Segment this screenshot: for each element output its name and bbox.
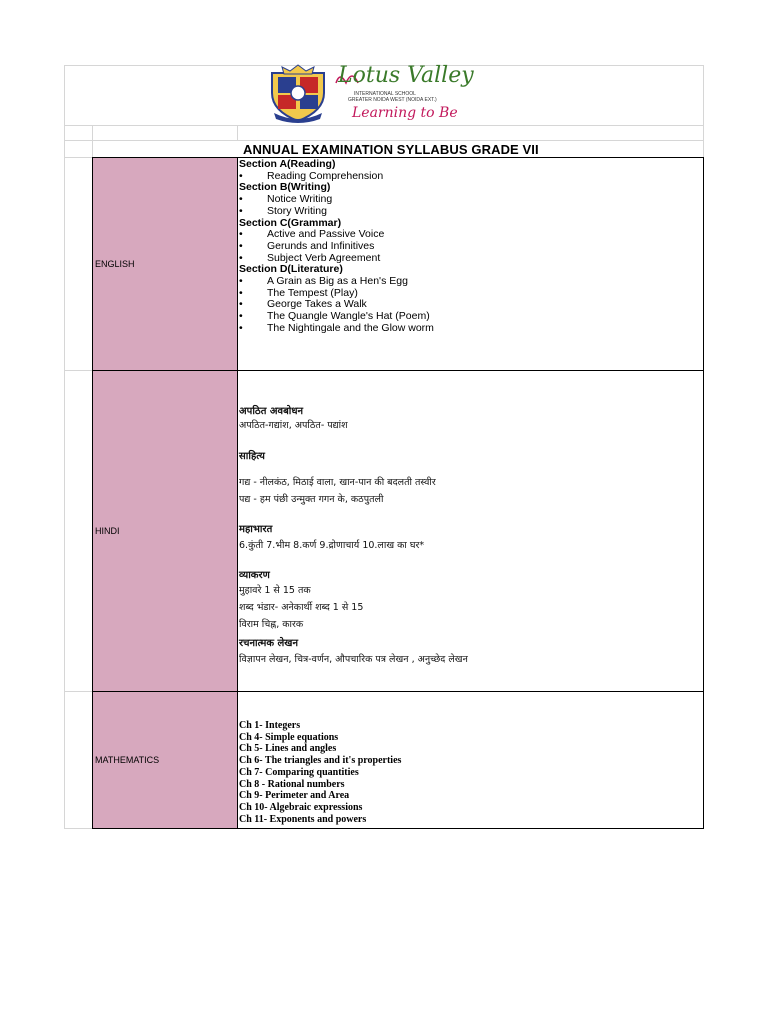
math-chapter-item: Ch 11- Exponents and powers xyxy=(239,813,367,825)
english-section-heading: Section D(Literature) xyxy=(239,263,343,276)
math-chapter-item: Ch 7- Comparing quantities xyxy=(239,766,359,778)
english-topic-item xyxy=(239,241,699,253)
math-chapter-item: Ch 1- Integers xyxy=(239,720,301,731)
english-topic-item xyxy=(239,206,699,218)
bullet: • xyxy=(239,228,243,241)
math-chapter-item: Ch 8 - Rational numbers xyxy=(239,778,345,790)
english-syllabus xyxy=(239,159,699,335)
hindi-heading-reading: अपठित अवबोधन xyxy=(239,406,304,417)
school-logo xyxy=(268,63,474,125)
hindi-line: शब्द भंडार- अनेकार्थी शब्द 1 से 15 xyxy=(239,602,364,613)
english-topic-item xyxy=(239,276,699,288)
hindi-line: गद्य - नीलकंठ, मिठाई वाला, खान-पान की बदलती तस्वीर xyxy=(239,477,436,488)
bullet: • xyxy=(239,298,243,311)
bullet: • xyxy=(239,169,243,182)
english-section-heading: Section A(Reading) xyxy=(239,158,336,170)
math-chapter-item: Ch 9- Perimeter and Area xyxy=(239,790,350,802)
english-topic-text: The Quangle Wangle's Hat (Poem) xyxy=(267,310,430,323)
school-name: Lotus Valley xyxy=(338,63,474,88)
english-topic-item xyxy=(239,323,699,335)
hindi-heading-mahabharat: महाभारत xyxy=(239,524,273,535)
hindi-line: पद्य - हम पंछी उन्मुक्त गगन के, कठपुतली xyxy=(239,494,384,505)
hindi-heading-writing: रचनात्मक लेखन xyxy=(239,638,299,649)
math-chapter-item: Ch 10- Algebraic expressions xyxy=(239,801,363,813)
english-topic-text: Subject Verb Agreement xyxy=(267,251,381,264)
subject-label-hindi: HINDI xyxy=(95,526,120,536)
english-section-heading: Section B(Writing) xyxy=(239,181,331,194)
math-chapter-item: Ch 4- Simple equations xyxy=(239,731,339,743)
page-title: ANNUAL EXAMINATION SYLLABUS GRADE VII xyxy=(243,142,539,157)
bullet: • xyxy=(239,193,243,206)
hindi-line: विराम चिह्न, कारक xyxy=(239,619,304,630)
english-topic-text: Notice Writing xyxy=(267,193,333,206)
school-line1: INTERNATIONAL SCHOOL xyxy=(354,91,416,97)
subject-label-english: ENGLISH xyxy=(95,259,135,269)
english-topic-text: Gerunds and Infinitives xyxy=(267,239,375,252)
math-chapter-item: Ch 5- Lines and angles xyxy=(239,743,337,755)
english-topic-text: George Takes a Walk xyxy=(267,298,367,311)
bullet: • xyxy=(239,286,243,299)
hindi-line: विज्ञापन लेखन, चित्र-वर्णन, औपचारिक पत्र लेखन , अनुच्छेद लेखन xyxy=(239,654,468,665)
english-section-heading: Section C(Grammar) xyxy=(239,216,342,229)
hindi-line: अपठित-गद्यांश, अपठित- पद्यांश xyxy=(239,420,348,431)
math-chapter-item: Ch 6- The triangles and it's properties xyxy=(239,755,402,767)
tagline: Learning to Be xyxy=(352,105,458,121)
hindi-heading-literature: साहित्य xyxy=(239,451,265,462)
english-topic-text: Active and Passive Voice xyxy=(267,228,385,241)
hindi-line: 6.कुंती 7.भीम 8.कर्ण 9.द्रोणाचार्य 10.लाख का घर* xyxy=(239,540,425,551)
hindi-heading-grammar: व्याकरण xyxy=(239,570,270,581)
subject-label-mathematics: MATHEMATICS xyxy=(95,755,160,765)
hindi-line: मुहावरे 1 से 15 तक xyxy=(239,585,311,596)
bullet: • xyxy=(239,204,243,217)
english-topic-text: The Nightingale and the Glow worm xyxy=(267,321,434,334)
bullet: • xyxy=(239,275,243,288)
english-topic-text: Reading Comprehension xyxy=(267,169,384,182)
bullet: • xyxy=(239,321,243,334)
bullet: • xyxy=(239,239,243,252)
math-syllabus xyxy=(239,720,699,825)
english-topic-text: A Grain as Big as a Hen's Egg xyxy=(267,275,408,288)
bullet: • xyxy=(239,310,243,323)
english-topic-text: The Tempest (Play) xyxy=(267,286,358,299)
school-line2: GREATER NOIDA WEST (NOIDA EXT.) xyxy=(348,97,437,103)
bullet: • xyxy=(239,251,243,264)
english-topic-text: Story Writing xyxy=(267,204,327,217)
